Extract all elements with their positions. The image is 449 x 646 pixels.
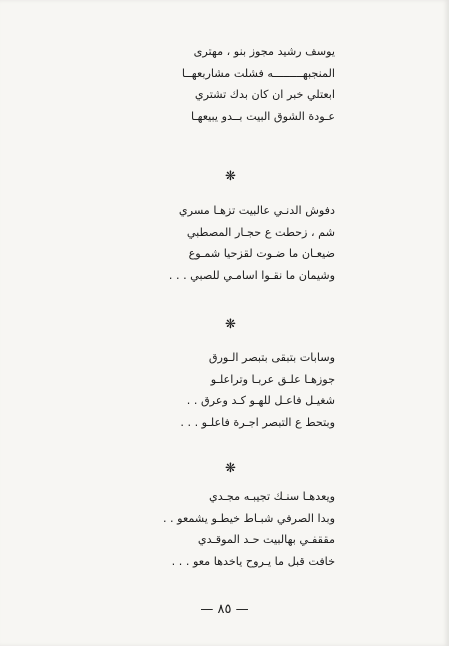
stanza-separator-ornament: ❋: [225, 317, 236, 332]
verse-line: مققفـي بهالبيت حـد الموقـدي: [197, 533, 335, 546]
verse-line: وبتحط ع التبصر اجـرة فاعلـو . . .: [180, 415, 335, 429]
verse-line: يوسف رشيد مجوز بنو ، مهترى: [193, 45, 335, 58]
verse-line: دفوش الدنـي عالبيت تزهـا مسري: [178, 204, 335, 217]
verse-line: شم ، زحطت ع حجـار المصطبي: [186, 225, 335, 239]
verse-line: وشيمان ما نقـوا اسامـي للصبي . . .: [168, 268, 335, 282]
verse-line: ابعتلي خبر ان كان بدك تشتري: [194, 88, 335, 101]
verse-line: ويعدهـا سنـك تجيبـه مجـدي: [209, 490, 335, 503]
stanza-4: [120, 486, 335, 572]
verse-line: وسابات بتبقى بتبصر الـورق: [208, 351, 335, 364]
verse-line: وبدا الصرفي شبـاط خيطـو يشمعو . .: [162, 511, 335, 525]
verse-line: عـودة الشوق البيت بــدو يبيعهـا: [190, 109, 335, 123]
verse-line: المنجبهـــــــــه فشلت مشاربعهــا: [181, 66, 335, 80]
verse-line: جوزهـا علـق عربـا وتراعلـو: [210, 372, 335, 386]
verse-line: خافت قبل ما يـروح ياخدها معو . . .: [171, 554, 335, 568]
stanza-separator-ornament: ❋: [225, 169, 236, 184]
stanza-separator-ornament: ❋: [225, 461, 236, 476]
stanza-1: [120, 41, 335, 127]
page-number: — ٨٥ —: [200, 602, 249, 617]
verse-line: شغيـل فاعـل للهـو كـد وعرق . .: [186, 394, 335, 407]
stanza-2: [120, 200, 335, 286]
stanza-3: [120, 347, 335, 433]
verse-line: ضيعـان ما ضـوت لقزحيا شمـوع: [188, 247, 335, 260]
